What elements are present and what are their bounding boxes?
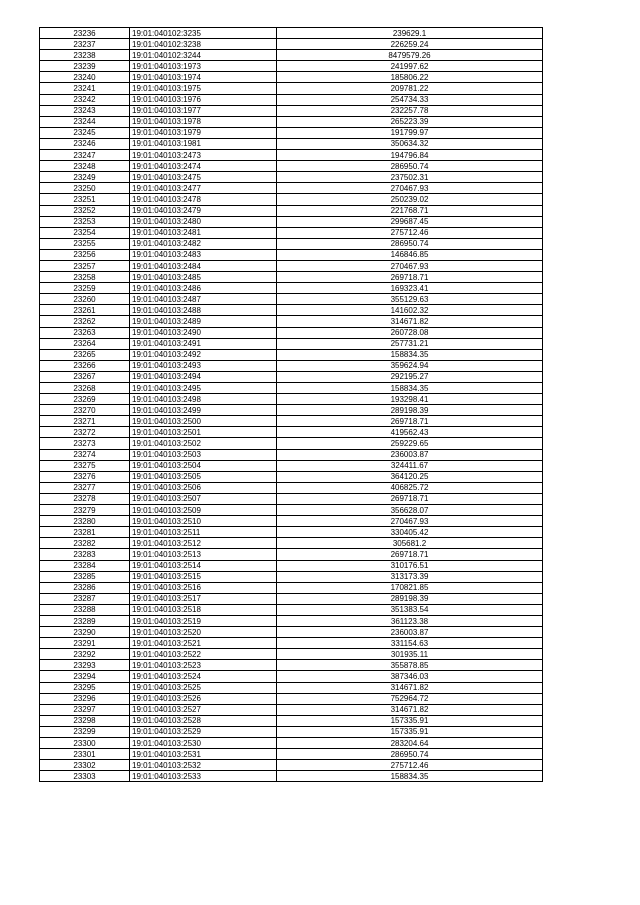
- cadastral-number-cell: 19:01:040103:1974: [130, 72, 277, 83]
- value-cell: 158834.35: [277, 771, 543, 782]
- row-number-cell: 23301: [40, 749, 130, 760]
- row-number-cell: 23285: [40, 571, 130, 582]
- cadastral-number-cell: 19:01:040103:2491: [130, 338, 277, 349]
- value-cell: 301935.11: [277, 649, 543, 660]
- row-number-cell: 23241: [40, 83, 130, 94]
- cadastral-number-cell: 19:01:040103:2475: [130, 172, 277, 183]
- value-cell: 191799.97: [277, 127, 543, 138]
- cadastral-number-cell: 19:01:040103:2523: [130, 660, 277, 671]
- cadastral-number-cell: 19:01:040103:2481: [130, 227, 277, 238]
- table-row: [40, 427, 543, 438]
- row-number-cell: 23289: [40, 615, 130, 626]
- row-number-cell: 23288: [40, 604, 130, 615]
- row-number-cell: 23247: [40, 150, 130, 161]
- table-row: [40, 615, 543, 626]
- cadastral-number-cell: 19:01:040103:2509: [130, 505, 277, 516]
- table-row: [40, 127, 543, 138]
- value-cell: 419562.43: [277, 427, 543, 438]
- row-number-cell: 23269: [40, 394, 130, 405]
- table-row: [40, 715, 543, 726]
- row-number-cell: 23290: [40, 627, 130, 638]
- table-row: [40, 294, 543, 305]
- table-row: [40, 505, 543, 516]
- cadastral-number-cell: 19:01:040103:2516: [130, 582, 277, 593]
- value-cell: 269718.71: [277, 272, 543, 283]
- value-cell: 355129.63: [277, 294, 543, 305]
- cadastral-number-cell: 19:01:040103:2528: [130, 715, 277, 726]
- value-cell: 236003.87: [277, 449, 543, 460]
- cadastral-number-cell: 19:01:040103:2490: [130, 327, 277, 338]
- value-cell: 324411.67: [277, 460, 543, 471]
- cadastral-number-cell: 19:01:040103:1978: [130, 116, 277, 127]
- value-cell: 314671.82: [277, 316, 543, 327]
- value-cell: 292195.27: [277, 371, 543, 382]
- cadastral-number-cell: 19:01:040103:2474: [130, 161, 277, 172]
- value-cell: 250239.02: [277, 194, 543, 205]
- value-cell: 269718.71: [277, 549, 543, 560]
- row-number-cell: 23299: [40, 726, 130, 737]
- row-number-cell: 23273: [40, 438, 130, 449]
- cadastral-number-cell: 19:01:040103:2488: [130, 305, 277, 316]
- table-row: [40, 571, 543, 582]
- value-cell: 146846.85: [277, 249, 543, 260]
- table-row: [40, 438, 543, 449]
- row-number-cell: 23268: [40, 383, 130, 394]
- row-number-cell: 23297: [40, 704, 130, 715]
- table-row: [40, 693, 543, 704]
- value-cell: 305681.2: [277, 538, 543, 549]
- cadastral-number-cell: 19:01:040103:2479: [130, 205, 277, 216]
- value-cell: 310176.51: [277, 560, 543, 571]
- table-row: [40, 460, 543, 471]
- table-row: [40, 593, 543, 604]
- cadastral-number-cell: 19:01:040103:2517: [130, 593, 277, 604]
- cadastral-number-cell: 19:01:040102:3238: [130, 39, 277, 50]
- row-number-cell: 23284: [40, 560, 130, 571]
- value-cell: 350634.32: [277, 138, 543, 149]
- value-cell: 275712.46: [277, 760, 543, 771]
- value-cell: 286950.74: [277, 161, 543, 172]
- row-number-cell: 23293: [40, 660, 130, 671]
- table-row: [40, 604, 543, 615]
- row-number-cell: 23287: [40, 593, 130, 604]
- table-row: [40, 39, 543, 50]
- table-row: [40, 416, 543, 427]
- row-number-cell: 23240: [40, 72, 130, 83]
- value-cell: 257731.21: [277, 338, 543, 349]
- table-row: [40, 560, 543, 571]
- row-number-cell: 23237: [40, 39, 130, 50]
- value-cell: 355878.85: [277, 660, 543, 671]
- table-row: [40, 61, 543, 72]
- value-cell: 237502.31: [277, 172, 543, 183]
- row-number-cell: 23250: [40, 183, 130, 194]
- table-row: [40, 205, 543, 216]
- cadastral-number-cell: 19:01:040103:2484: [130, 260, 277, 271]
- cadastral-number-cell: 19:01:040103:2507: [130, 493, 277, 504]
- table-row: [40, 516, 543, 527]
- row-number-cell: 23262: [40, 316, 130, 327]
- value-cell: 157335.91: [277, 715, 543, 726]
- row-number-cell: 23275: [40, 460, 130, 471]
- value-cell: 361123.38: [277, 615, 543, 626]
- row-number-cell: 23278: [40, 493, 130, 504]
- table-row: [40, 238, 543, 249]
- row-number-cell: 23238: [40, 50, 130, 61]
- value-cell: 193298.41: [277, 394, 543, 405]
- table-row: [40, 682, 543, 693]
- cadastral-number-cell: 19:01:040103:2480: [130, 216, 277, 227]
- value-cell: 141602.32: [277, 305, 543, 316]
- value-cell: 232257.78: [277, 105, 543, 116]
- cadastral-number-cell: 19:01:040103:1973: [130, 61, 277, 72]
- cadastral-number-cell: 19:01:040103:2526: [130, 693, 277, 704]
- value-cell: 364120.25: [277, 471, 543, 482]
- cadastral-number-cell: 19:01:040103:2500: [130, 416, 277, 427]
- table-row: [40, 283, 543, 294]
- document-page: [39, 27, 543, 782]
- table-row: [40, 371, 543, 382]
- row-number-cell: 23242: [40, 94, 130, 105]
- table-row: [40, 105, 543, 116]
- cadastral-number-cell: 19:01:040103:2532: [130, 760, 277, 771]
- value-cell: 359624.94: [277, 360, 543, 371]
- cadastral-number-cell: 19:01:040103:2515: [130, 571, 277, 582]
- table-row: [40, 493, 543, 504]
- value-cell: 289198.39: [277, 405, 543, 416]
- row-number-cell: 23259: [40, 283, 130, 294]
- cadastral-number-cell: 19:01:040103:2519: [130, 615, 277, 626]
- cadastral-number-cell: 19:01:040103:2533: [130, 771, 277, 782]
- cadastral-number-cell: 19:01:040103:2493: [130, 360, 277, 371]
- value-cell: 299687.45: [277, 216, 543, 227]
- table-row: [40, 582, 543, 593]
- table-row: [40, 638, 543, 649]
- cadastral-number-cell: 19:01:040103:2494: [130, 371, 277, 382]
- table-row: [40, 627, 543, 638]
- table-row: [40, 161, 543, 172]
- table-body: [40, 28, 543, 782]
- cadastral-number-cell: 19:01:040103:2525: [130, 682, 277, 693]
- cadastral-number-cell: 19:01:040103:2527: [130, 704, 277, 715]
- table-row: [40, 28, 543, 39]
- value-cell: 236003.87: [277, 627, 543, 638]
- table-row: [40, 183, 543, 194]
- value-cell: 170821.85: [277, 582, 543, 593]
- value-cell: 314671.82: [277, 682, 543, 693]
- table-row: [40, 272, 543, 283]
- row-number-cell: 23270: [40, 405, 130, 416]
- table-row: [40, 471, 543, 482]
- value-cell: 8479579.26: [277, 50, 543, 61]
- value-cell: 314671.82: [277, 704, 543, 715]
- table-row: [40, 749, 543, 760]
- row-number-cell: 23264: [40, 338, 130, 349]
- value-cell: 270467.93: [277, 260, 543, 271]
- row-number-cell: 23248: [40, 161, 130, 172]
- cadastral-number-cell: 19:01:040103:2489: [130, 316, 277, 327]
- table-row: [40, 449, 543, 460]
- table-row: [40, 660, 543, 671]
- value-cell: 169323.41: [277, 283, 543, 294]
- value-cell: 270467.93: [277, 183, 543, 194]
- row-number-cell: 23286: [40, 582, 130, 593]
- table-row: [40, 405, 543, 416]
- row-number-cell: 23244: [40, 116, 130, 127]
- table-row: [40, 360, 543, 371]
- table-row: [40, 327, 543, 338]
- table-row: [40, 50, 543, 61]
- row-number-cell: 23252: [40, 205, 130, 216]
- cadastral-number-cell: 19:01:040103:2513: [130, 549, 277, 560]
- cadastral-number-cell: 19:01:040103:2504: [130, 460, 277, 471]
- row-number-cell: 23266: [40, 360, 130, 371]
- cadastral-number-cell: 19:01:040102:3244: [130, 50, 277, 61]
- value-cell: 406825.72: [277, 482, 543, 493]
- row-number-cell: 23243: [40, 105, 130, 116]
- table-row: [40, 216, 543, 227]
- cadastral-number-cell: 19:01:040103:2482: [130, 238, 277, 249]
- value-cell: 331154.63: [277, 638, 543, 649]
- cadastral-number-cell: 19:01:040103:2478: [130, 194, 277, 205]
- row-number-cell: 23239: [40, 61, 130, 72]
- table-row: [40, 227, 543, 238]
- value-cell: 226259.24: [277, 39, 543, 50]
- cadastral-number-cell: 19:01:040103:2487: [130, 294, 277, 305]
- cadastral-number-cell: 19:01:040103:1977: [130, 105, 277, 116]
- table-row: [40, 83, 543, 94]
- table-row: [40, 338, 543, 349]
- value-cell: 221768.71: [277, 205, 543, 216]
- row-number-cell: 23249: [40, 172, 130, 183]
- cadastral-number-cell: 19:01:040103:1975: [130, 83, 277, 94]
- row-number-cell: 23279: [40, 505, 130, 516]
- data-table: [39, 27, 543, 782]
- cadastral-number-cell: 19:01:040103:2529: [130, 726, 277, 737]
- row-number-cell: 23283: [40, 549, 130, 560]
- table-row: [40, 249, 543, 260]
- row-number-cell: 23263: [40, 327, 130, 338]
- table-row: [40, 383, 543, 394]
- value-cell: 286950.74: [277, 238, 543, 249]
- row-number-cell: 23277: [40, 482, 130, 493]
- cadastral-number-cell: 19:01:040103:2506: [130, 482, 277, 493]
- row-number-cell: 23245: [40, 127, 130, 138]
- row-number-cell: 23291: [40, 638, 130, 649]
- value-cell: 209781.22: [277, 83, 543, 94]
- table-row: [40, 538, 543, 549]
- row-number-cell: 23276: [40, 471, 130, 482]
- cadastral-number-cell: 19:01:040103:2498: [130, 394, 277, 405]
- cadastral-number-cell: 19:01:040103:2505: [130, 471, 277, 482]
- cadastral-number-cell: 19:01:040103:1981: [130, 138, 277, 149]
- value-cell: 356628.07: [277, 505, 543, 516]
- cadastral-number-cell: 19:01:040103:2511: [130, 527, 277, 538]
- value-cell: 269718.71: [277, 416, 543, 427]
- row-number-cell: 23246: [40, 138, 130, 149]
- row-number-cell: 23265: [40, 349, 130, 360]
- value-cell: 286950.74: [277, 749, 543, 760]
- value-cell: 265223.39: [277, 116, 543, 127]
- value-cell: 239629.1: [277, 28, 543, 39]
- cadastral-number-cell: 19:01:040103:2520: [130, 627, 277, 638]
- row-number-cell: 23303: [40, 771, 130, 782]
- row-number-cell: 23280: [40, 516, 130, 527]
- row-number-cell: 23254: [40, 227, 130, 238]
- row-number-cell: 23302: [40, 760, 130, 771]
- value-cell: 289198.39: [277, 593, 543, 604]
- row-number-cell: 23296: [40, 693, 130, 704]
- row-number-cell: 23295: [40, 682, 130, 693]
- row-number-cell: 23282: [40, 538, 130, 549]
- row-number-cell: 23256: [40, 249, 130, 260]
- value-cell: 259229.65: [277, 438, 543, 449]
- value-cell: 752964.72: [277, 693, 543, 704]
- table-row: [40, 138, 543, 149]
- value-cell: 387346.03: [277, 671, 543, 682]
- row-number-cell: 23260: [40, 294, 130, 305]
- value-cell: 270467.93: [277, 516, 543, 527]
- cadastral-number-cell: 19:01:040103:2485: [130, 272, 277, 283]
- table-row: [40, 771, 543, 782]
- cadastral-number-cell: 19:01:040103:2503: [130, 449, 277, 460]
- value-cell: 157335.91: [277, 726, 543, 737]
- row-number-cell: 23255: [40, 238, 130, 249]
- row-number-cell: 23272: [40, 427, 130, 438]
- table-row: [40, 527, 543, 538]
- value-cell: 275712.46: [277, 227, 543, 238]
- cadastral-number-cell: 19:01:040103:2531: [130, 749, 277, 760]
- cadastral-number-cell: 19:01:040103:2492: [130, 349, 277, 360]
- row-number-cell: 23274: [40, 449, 130, 460]
- value-cell: 330405.42: [277, 527, 543, 538]
- cadastral-number-cell: 19:01:040103:2486: [130, 283, 277, 294]
- value-cell: 351383.54: [277, 604, 543, 615]
- value-cell: 158834.35: [277, 349, 543, 360]
- row-number-cell: 23294: [40, 671, 130, 682]
- cadastral-number-cell: 19:01:040103:2495: [130, 383, 277, 394]
- row-number-cell: 23271: [40, 416, 130, 427]
- row-number-cell: 23267: [40, 371, 130, 382]
- value-cell: 269718.71: [277, 493, 543, 504]
- table-row: [40, 704, 543, 715]
- table-row: [40, 726, 543, 737]
- value-cell: 158834.35: [277, 383, 543, 394]
- value-cell: 313173.39: [277, 571, 543, 582]
- table-row: [40, 94, 543, 105]
- value-cell: 254734.33: [277, 94, 543, 105]
- cadastral-number-cell: 19:01:040103:2473: [130, 150, 277, 161]
- cadastral-number-cell: 19:01:040103:2501: [130, 427, 277, 438]
- cadastral-number-cell: 19:01:040103:2483: [130, 249, 277, 260]
- row-number-cell: 23281: [40, 527, 130, 538]
- row-number-cell: 23298: [40, 715, 130, 726]
- value-cell: 241997.62: [277, 61, 543, 72]
- cadastral-number-cell: 19:01:040103:2512: [130, 538, 277, 549]
- table-row: [40, 316, 543, 327]
- value-cell: 260728.08: [277, 327, 543, 338]
- table-row: [40, 150, 543, 161]
- table-row: [40, 72, 543, 83]
- cadastral-number-cell: 19:01:040102:3235: [130, 28, 277, 39]
- table-row: [40, 549, 543, 560]
- table-row: [40, 671, 543, 682]
- row-number-cell: 23292: [40, 649, 130, 660]
- table-row: [40, 194, 543, 205]
- table-row: [40, 482, 543, 493]
- cadastral-number-cell: 19:01:040103:1979: [130, 127, 277, 138]
- table-row: [40, 260, 543, 271]
- cadastral-number-cell: 19:01:040103:2510: [130, 516, 277, 527]
- row-number-cell: 23257: [40, 260, 130, 271]
- table-row: [40, 349, 543, 360]
- row-number-cell: 23261: [40, 305, 130, 316]
- row-number-cell: 23253: [40, 216, 130, 227]
- cadastral-number-cell: 19:01:040103:2518: [130, 604, 277, 615]
- table-row: [40, 394, 543, 405]
- row-number-cell: 23300: [40, 738, 130, 749]
- value-cell: 185806.22: [277, 72, 543, 83]
- value-cell: 283204.64: [277, 738, 543, 749]
- cadastral-number-cell: 19:01:040103:2514: [130, 560, 277, 571]
- row-number-cell: 23258: [40, 272, 130, 283]
- table-row: [40, 172, 543, 183]
- cadastral-number-cell: 19:01:040103:2502: [130, 438, 277, 449]
- cadastral-number-cell: 19:01:040103:2477: [130, 183, 277, 194]
- value-cell: 194796.84: [277, 150, 543, 161]
- row-number-cell: 23236: [40, 28, 130, 39]
- cadastral-number-cell: 19:01:040103:2522: [130, 649, 277, 660]
- cadastral-number-cell: 19:01:040103:2521: [130, 638, 277, 649]
- table-row: [40, 116, 543, 127]
- row-number-cell: 23251: [40, 194, 130, 205]
- table-row: [40, 760, 543, 771]
- cadastral-number-cell: 19:01:040103:2499: [130, 405, 277, 416]
- cadastral-number-cell: 19:01:040103:1976: [130, 94, 277, 105]
- cadastral-number-cell: 19:01:040103:2530: [130, 738, 277, 749]
- cadastral-number-cell: 19:01:040103:2524: [130, 671, 277, 682]
- table-row: [40, 305, 543, 316]
- table-row: [40, 649, 543, 660]
- table-row: [40, 738, 543, 749]
